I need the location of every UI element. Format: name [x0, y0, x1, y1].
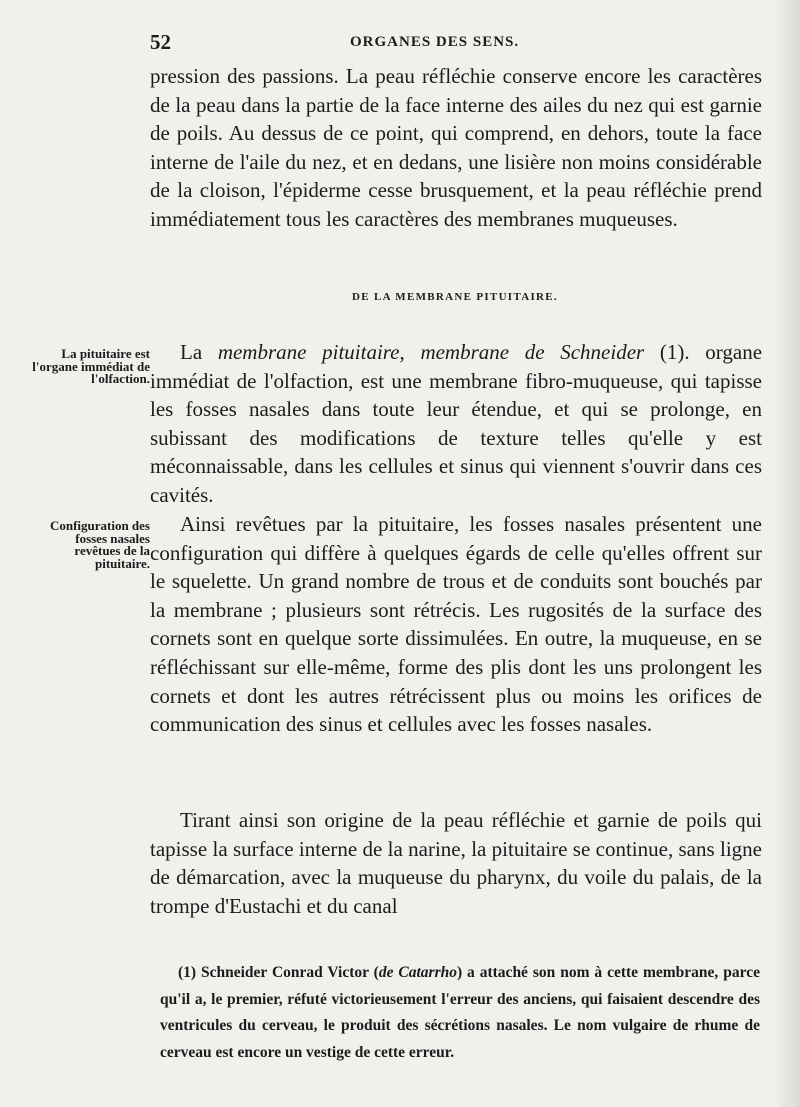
paragraph-2-lead: La [180, 340, 218, 364]
running-head: ORGANES DES SENS. [350, 34, 520, 50]
side-note-pituitaire: La pituitaire est l'organe immédiat de l'olfaction. [32, 346, 150, 386]
paragraph-2-rest: (1). organe immédiat de l'olfaction, est une membrane fibro-muqueuse, qui tapisse les fosses nasales dans toute leur étendue, et qui se prolonge, en subissant des modifications de texture telles qu'elle y est méconnaissable, dans les cellules et sinus qui viennent s'ouvrir dans ces cavités. [150, 340, 763, 507]
page-edge-shadow [774, 0, 800, 1107]
footnote-rest: ) a attaché son nom à cette membrane, parce qu'il a, le premier, réfuté victorieusement l'erreur des anciens, qui faisaient descendre des ventricules du cerveau, le produit des sécrétions nasales. Le nom vulgaire de rhume de cerveau est encore un vestige de cette erreur. [160, 964, 760, 1061]
footnote-title: de Catarrho [378, 964, 457, 981]
page-header [150, 30, 760, 56]
paragraph-3: Ainsi revêtues par la pituitaire, les fosses nasales présentent une configuration qui diffère à quelques égards de celle qu'elles offrent sur le squelette. Un grand nombre de trous et de conduits sont bouchés par la membrane ; plusieurs sont rétrécis. Les rugosités de la surface des cornets sont en quelque sorte dissimulées. En outre, la muqueuse, en se réfléchissant sur elle-même, forme des plis dont les uns prolongent les cornets et dont les autres rétrécissent plus ou moins les orifices de communication des sinus et cellules avec les fosses nasales. [150, 512, 762, 737]
paragraph-1: pression des passions. La peau réfléchie conserve encore les caractères de la peau dans la partie de la face interne des ailes du nez qui est garnie de poils. Au dessus de ce point, qui comprend, en dehors, toute la face interne de l'aile du nez, et en dedans, une lisière non moins considérable de la cloison, l'épiderme cesse brusquement, et la peau réfléchie prend immédiatement tous les caractères des membranes muqueuses. [150, 64, 762, 231]
paragraph-2-sep: , [399, 340, 421, 364]
paragraph-2-term-1: membrane pituitaire [217, 340, 400, 364]
side-note-configuration: Configuration des fosses nasales revêtues de la pituitaire. [49, 518, 150, 571]
paragraph-4: Tirant ainsi son origine de la peau réfléchie et garnie de poils qui tapisse la surface interne de la narine, la pituitaire se continue, sans ligne de démarcation, avec la muqueuse du pharynx, du voile du palais, de la trompe d'Eustachi et du canal [150, 808, 762, 918]
footnote [160, 960, 760, 1066]
footnote-lead: (1) Schneider Conrad Victor ( [178, 964, 379, 981]
paragraph-2 [150, 338, 762, 510]
page-number: 52 [150, 30, 171, 54]
paragraph-2-term-2: membrane de Schneider [420, 340, 645, 364]
section-title: DE LA MEMBRANE PITUITAIRE. [352, 291, 558, 303]
